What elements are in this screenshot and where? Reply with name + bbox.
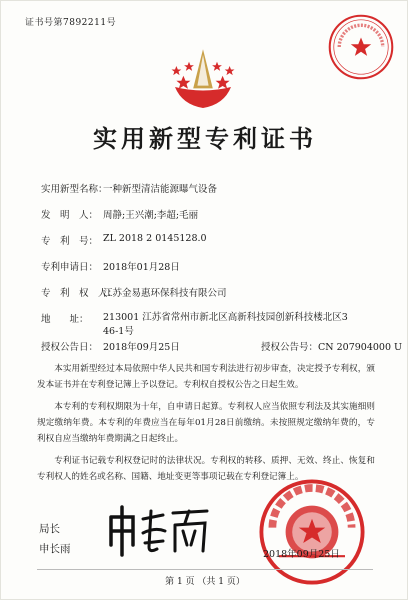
signature-icon bbox=[105, 501, 215, 559]
grant-date-value: 2018年09月25日 bbox=[103, 342, 180, 353]
address-row bbox=[41, 311, 348, 337]
utility-model-name-label: 实用新型名称： bbox=[41, 184, 108, 195]
page-footer: 第 1 页 （共 1 页） bbox=[165, 577, 245, 587]
patentee-row bbox=[41, 285, 227, 299]
patent-office-emblem-icon bbox=[168, 43, 238, 117]
address-value: 213001 江苏省常州市新北区高新科技园创新科技楼北区3 46-1号 bbox=[103, 312, 348, 337]
utility-model-name-row bbox=[41, 181, 218, 195]
filing-date-label: 专利申请日： bbox=[41, 262, 99, 273]
director-title: 局长 bbox=[39, 523, 60, 535]
paragraph-term: 本专利的专利权期限为十年，自申请日起算。专利权人应当依照专利法及其实施细则规定缴纳年费。本专利的年费应当在每年01月28日前缴纳。未按照规定缴纳年费的，专利权自应当缴纳年费期满之日起终止。 bbox=[37, 402, 375, 444]
inventor-value: 周静;王兴潮;李超;毛丽 bbox=[103, 210, 199, 221]
director-name: 申长雨 bbox=[39, 543, 71, 555]
filing-date-row bbox=[41, 259, 180, 273]
grant-row bbox=[41, 339, 403, 353]
inventor-row bbox=[41, 207, 199, 221]
filing-date-value: 2018年01月28日 bbox=[103, 262, 180, 273]
official-seal-icon bbox=[327, 13, 395, 81]
certificate-number: 证书号第7892211号 bbox=[25, 18, 117, 28]
address-label: 地 址： bbox=[41, 314, 89, 325]
paragraph-examination: 本实用新型经过本局依照中华人民共和国专利法进行初步审查，决定授予专利权，颁发本证书并在专利登记簿上予以登记。专利权自授权公告之日起生效。 bbox=[37, 364, 375, 390]
paragraph-legal-status: 专利证书记载专利权登记时的法律状况。专利权的转移、质押、无效、终止、恢复和专利权人的姓名或名称、国籍、地址变更等事项记载在专利登记簿上。 bbox=[37, 456, 375, 482]
grant-date-label: 授权公告日： bbox=[41, 342, 99, 353]
document-title: 实用新型专利证书 bbox=[93, 124, 317, 153]
sign-date: 2018年09月25日 bbox=[263, 549, 340, 560]
patent-number-label: 专 利 号： bbox=[41, 236, 99, 247]
patentee-label: 专 利 权 人： bbox=[41, 288, 118, 299]
inventor-label: 发 明 人： bbox=[41, 210, 99, 221]
utility-model-name-value: 一种新型清洁能源曝气设备 bbox=[103, 184, 218, 195]
footer-divider bbox=[37, 569, 373, 570]
patent-number-value: ZL 2018 2 0145128.0 bbox=[103, 233, 207, 244]
official-seal-icon bbox=[257, 477, 367, 587]
grant-publication-number: 授权公告号：CN 207904000 U bbox=[261, 342, 403, 353]
patent-number-row bbox=[41, 233, 207, 247]
patentee-value: 江苏金易惠环保科技有限公司 bbox=[103, 288, 227, 299]
